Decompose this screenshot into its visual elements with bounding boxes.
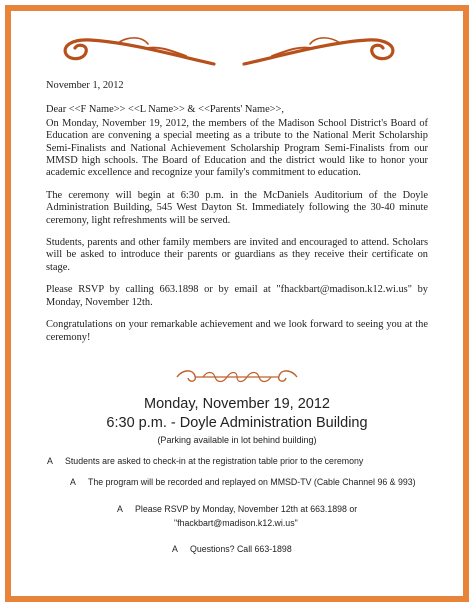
bullet-mark: A [47, 456, 53, 466]
letter-paragraph: Congratulations on your remarkable achievement and we look forward to seeing you at the ceremony! [46, 319, 428, 343]
flourish-left-ornament [58, 30, 218, 70]
letter-paragraph: The ceremony will begin at 6:30 p.m. in the McDaniels Auditorium of the Doyle Administration Building, 545 West Dayton St. Immediately following the 30-40 minute ceremony, light refreshments will be served. [46, 189, 428, 226]
bullet-mark: A [117, 504, 123, 514]
event-date: Monday, November 19, 2012 [144, 396, 330, 412]
letter-paragraph: Students, parents and other family members are invited and encouraged to attend. Scholars will be asked to introduce their parents or guardians as they receive their certificate on stage. [46, 237, 428, 273]
letter-body [46, 80, 428, 354]
bullet-mark: A [172, 544, 178, 554]
list-item [47, 456, 363, 467]
bullet-text: Students are asked to check-in at the registration table prior to the ceremony [65, 456, 364, 466]
bullet-text: Questions? Call 663-1898 [190, 544, 292, 554]
bullet-email: "fhackbart@madison.k12.wi.us" [174, 518, 298, 528]
center-divider-ornament [173, 367, 301, 387]
list-item [117, 504, 357, 529]
bullet-mark: A [70, 477, 76, 487]
letter-paragraph: On Monday, November 19, 2012, the members of the Madison School District's Board of Education are convening a special meeting as a tribute to the National Merit Scholarship Semi-Finalists and National Achievement Scholarship Program Semi-Finalists from our MMSD high schools. The Board of Education and the district would like to honor your academic excellence and recognize your family's commitment to education. [46, 117, 428, 179]
list-item [70, 477, 416, 488]
bullet-text: The program will be recorded and replayed on MMSD-TV (Cable Channel 96 & 993) [88, 477, 416, 487]
flourish-right-ornament [240, 30, 400, 70]
event-parking-note: (Parking available in lot behind building) [157, 435, 317, 445]
bullet-text: Please RSVP by Monday, November 12th at 663.1898 or [135, 504, 358, 514]
letter-paragraph: Please RSVP by calling 663.1898 or by email at "fhackbart@madison.k12.wi.us" by Monday, November 12th. [46, 284, 428, 308]
event-location: 6:30 p.m. - Doyle Administration Building [106, 415, 368, 431]
list-item [172, 544, 292, 555]
letter-date: November 1, 2012 [46, 80, 124, 91]
letter-salutation: Dear <<F Name>> <<L Name>> & <<Parents' Name>>, [46, 104, 285, 116]
